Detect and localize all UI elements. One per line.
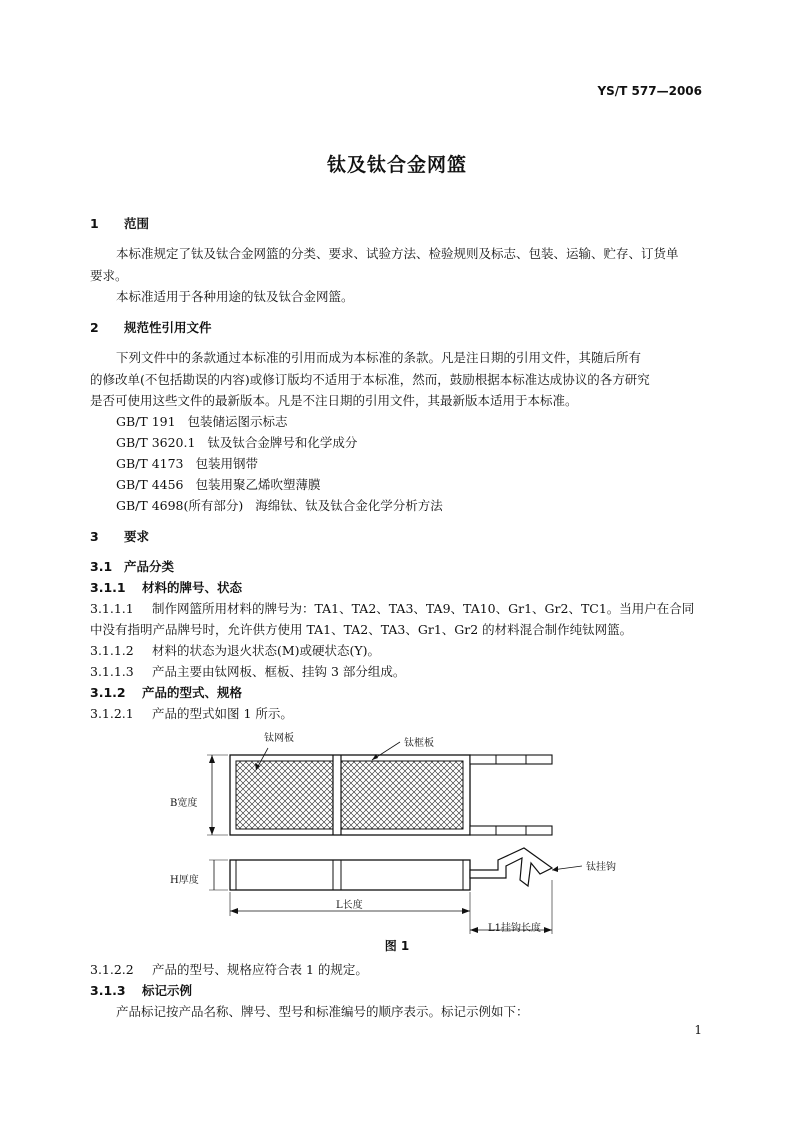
- clause-text: 产品的型号、规格应符合表 1 的规定。: [152, 962, 368, 977]
- clause-title: 标记示例: [142, 983, 193, 998]
- ref-item: [116, 475, 320, 493]
- label-frame-panel: 钛框板: [404, 738, 434, 749]
- clause-number: 3.1.1: [90, 580, 126, 595]
- clause-title: 产品的型式、规格: [142, 685, 243, 700]
- top-view: [207, 742, 552, 835]
- ref-code: GB/T 3620.1: [116, 435, 196, 450]
- s1-para1-line1: 本标准规定了钛及钛合金网篮的分类、要求、试验方法、检验规则及标志、包装、运输、贮存、订货单: [116, 246, 679, 261]
- clause-3-1-3-text: 产品标记按产品名称、牌号、型号和标准编号的顺序表示。标记示例如下：: [116, 1004, 529, 1019]
- ref-code: GB/T 191: [116, 414, 176, 429]
- page-title: 钛及钛合金网篮: [326, 154, 467, 176]
- label-thickness-h: H厚度: [170, 875, 199, 886]
- mesh-panel-left: [236, 761, 333, 829]
- section-number: 2: [90, 320, 99, 335]
- label-mesh-panel: 钛网板: [264, 733, 294, 744]
- clause-title: 产品分类: [124, 559, 175, 574]
- s2-para1-line2: 的修改单(不包括勘误的内容)或修订版均不适用于本标准，然而，鼓励根据本标准达成协议的各方研究: [90, 372, 650, 387]
- ref-title: 包装用钢带: [195, 456, 258, 471]
- section-number: 3: [90, 529, 99, 544]
- clause-3-1-2-heading: [90, 683, 242, 701]
- clause-3-1-1-3: [90, 662, 405, 680]
- clause-text: 材料的状态为退火状态(M)或硬状态(Y)。: [152, 643, 381, 658]
- clause-3-1-1-1-line1: [90, 599, 694, 617]
- clause-text: 产品的型式如图 1 所示。: [152, 706, 293, 721]
- clause-number: 3.1: [90, 559, 113, 574]
- clause-3-1-1-1-line2: 中没有指明产品牌号时，允许供方使用 TA1、TA2、TA3、Gr1、Gr2 的材料混合制作纯钛网篮。: [90, 622, 633, 637]
- clause-3-1-heading: [90, 557, 174, 575]
- clause-number: 3.1.1.1: [90, 601, 134, 616]
- page-number: 1: [694, 1023, 702, 1037]
- side-frame: [230, 860, 470, 890]
- label-width-b: B宽度: [170, 798, 198, 809]
- clause-number: 3.1.1.2: [90, 643, 134, 658]
- section-1-heading: [90, 214, 149, 232]
- clause-text: 制作网篮所用材料的牌号为：TA1、TA2、TA3、TA9、TA10、Gr1、Gr2、TC1。当用户在合同: [152, 601, 695, 616]
- section-3-heading: [90, 527, 149, 545]
- ref-item: [116, 433, 357, 451]
- clause-3-1-3-heading: [90, 981, 192, 999]
- s2-para1-line3: 是否可使用这些文件的最新版本。凡是不注日期的引用文件，其最新版本适用于本标准。: [90, 393, 578, 408]
- section-title: 范围: [124, 216, 150, 231]
- clause-number: 3.1.2.2: [90, 962, 134, 977]
- section-title: 要求: [124, 529, 150, 544]
- label-length-l: L长度: [336, 900, 363, 911]
- clause-number: 3.1.3: [90, 983, 126, 998]
- label-hook-length-l1: L1挂钩长度: [488, 923, 542, 934]
- clause-number: 3.1.2.1: [90, 706, 134, 721]
- section-2-heading: [90, 318, 212, 336]
- ref-title: 包装储运图示标志: [187, 414, 288, 429]
- ref-item: [116, 412, 288, 430]
- hook-strip-top: [470, 755, 552, 764]
- ref-item: [116, 454, 258, 472]
- mesh-panel-right: [341, 761, 463, 829]
- figure-caption: 图 1: [384, 939, 410, 953]
- hook-strip-bottom: [470, 826, 552, 835]
- ref-code: GB/T 4698(所有部分): [116, 498, 244, 513]
- ref-title: 海绵钛、钛及钛合金化学分析方法: [255, 498, 443, 513]
- section-title: 规范性引用文件: [124, 320, 212, 335]
- standard-number: YS/T 577—2006: [597, 84, 702, 98]
- ref-item: [116, 496, 443, 514]
- s2-para1-line1: 下列文件中的条款通过本标准的引用而成为本标准的条款。凡是注日期的引用文件，其随后所有: [116, 350, 642, 365]
- ref-code: GB/T 4456: [116, 477, 184, 492]
- label-hook: 钛挂钩: [586, 862, 616, 873]
- clause-number: 3.1.2: [90, 685, 126, 700]
- clause-title: 材料的牌号、状态: [142, 580, 243, 595]
- hook-profile: [470, 848, 552, 886]
- section-number: 1: [90, 216, 99, 231]
- clause-3-1-2-2: [90, 960, 368, 978]
- ref-title: 包装用聚乙烯吹塑薄膜: [195, 477, 321, 492]
- s1-para1-line2: 要求。: [90, 268, 128, 283]
- clause-3-1-1-heading: [90, 578, 242, 596]
- ref-title: 钛及钛合金牌号和化学成分: [207, 435, 358, 450]
- s1-para2: 本标准适用于各种用途的钛及钛合金网篮。: [116, 289, 354, 304]
- figure-1-diagram: [0, 720, 794, 935]
- clause-number: 3.1.1.3: [90, 664, 134, 679]
- clause-3-1-1-2: [90, 641, 380, 659]
- clause-text: 产品主要由钛网板、框板、挂钩 3 部分组成。: [152, 664, 406, 679]
- ref-code: GB/T 4173: [116, 456, 184, 471]
